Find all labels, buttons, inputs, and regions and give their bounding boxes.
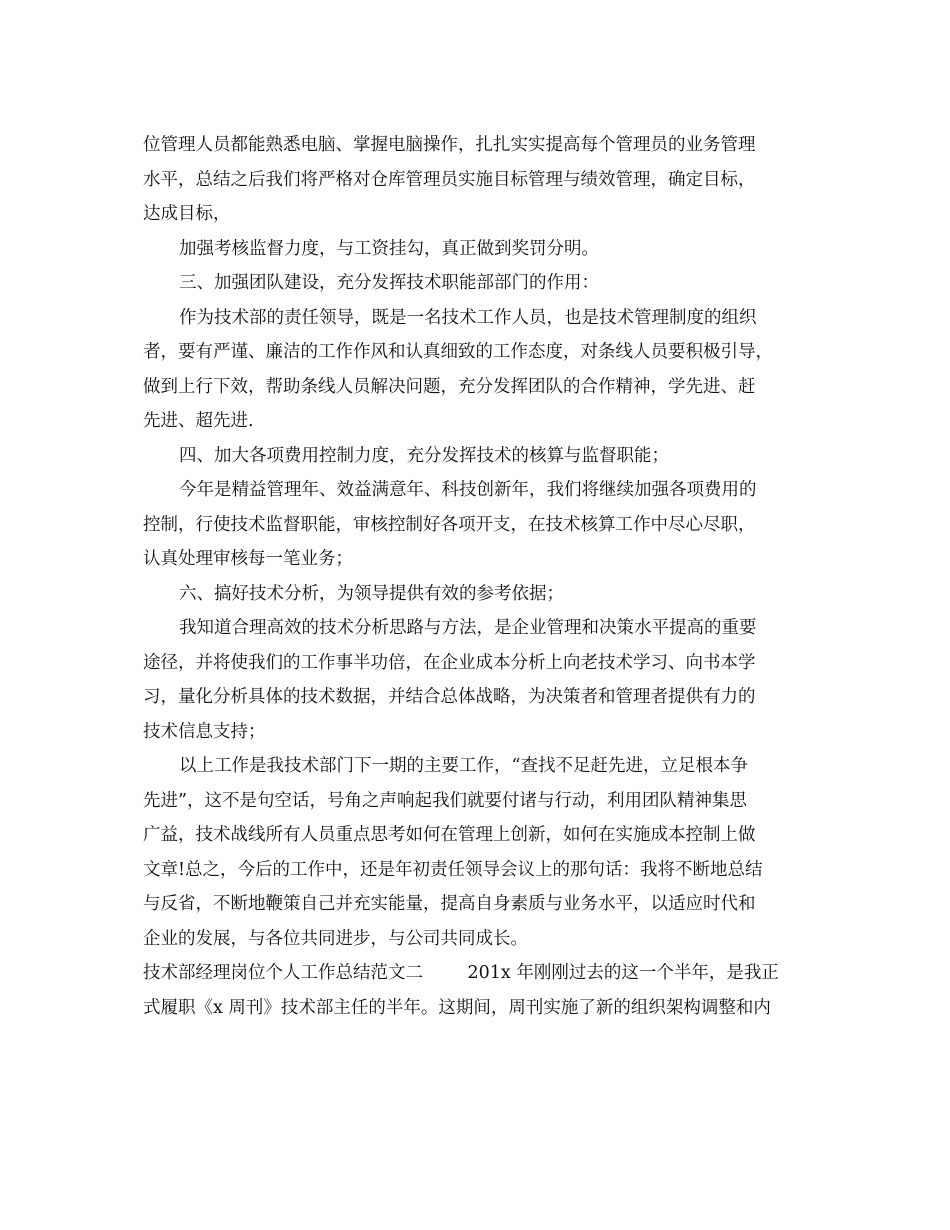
body-line: 技术部经理岗位个人工作总结范文二 201x 年刚刚过去的这一个半年，是我正: [143, 963, 779, 983]
body-line: 与反省，不断地鞭策自己并充实能量，提高自身素质与业务水平，以适应时代和: [143, 894, 756, 914]
body-line: 企业的发展，与各位共同进步，与公司共同成长。: [143, 928, 528, 949]
body-line: 达成目标，: [143, 204, 231, 224]
body-line: 控制，行使技术监督职能，审核控制好各项开支，在技术核算工作中尽心尽职，: [143, 514, 756, 535]
body-line: 认真处理审核每一笔业务；: [143, 549, 353, 569]
body-line: 文章!总之，今后的工作中，还是年初责任领导会议上的那句话：我将不断地总结: [143, 859, 763, 880]
body-line: 途径，并将使我们的工作事半功倍，在企业成本分析上向老技术学习、向书本学: [143, 652, 756, 673]
body-line: 位管理人员都能熟悉电脑、掌握电脑操作，扎扎实实提高每个管理员的业务管理: [143, 135, 756, 155]
body-line: 做到上行下效，帮助条线人员解决问题，充分发挥团队的合作精神，学先进、赶: [143, 376, 756, 397]
section-heading: 四、加大各项费用控制力度，充分发挥技术的核算与监督职能；: [179, 445, 669, 466]
document-body: [143, 128, 807, 1025]
section-heading: 三、加强团队建设，充分发挥技术职能部部门的作用：: [179, 273, 599, 293]
body-line: 先进、超先进.: [143, 411, 254, 431]
body-line: 今年是精益管理年、效益满意年、科技创新年，我们将继续加强各项费用的: [179, 480, 757, 500]
body-line: 技术信息支持；: [143, 721, 266, 742]
body-line: 以上工作是我技术部门下一期的主要工作，“查找不足赶先进，立足根本争: [179, 756, 748, 776]
body-line: 式履职《x 周刊》技术部主任的半年。这期间，周刊实施了新的组织架构调整和内: [143, 997, 771, 1018]
body-line: 广益，技术战线所有人员重点思考如何在管理上创新，如何在实施成本控制上做: [143, 825, 756, 845]
body-line: 水平，总结之后我们将严格对仓库管理员实施目标管理与绩效管理，确定目标，: [143, 169, 756, 190]
body-line: 作为技术部的责任领导，既是一名技术工作人员，也是技术管理制度的组织: [179, 307, 757, 328]
body-line: 习，量化分析具体的技术数据，并结合总体战略，为决策者和管理者提供有力的: [143, 687, 756, 707]
section-heading: 六、搞好技术分析，为领导提供有效的参考依据；: [179, 583, 564, 604]
body-line: 先进”，这不是句空话，号角之声响起我们就要付诸与行动，利用团队精神集思: [143, 790, 747, 811]
body-line: 加强考核监督力度，与工资挂勾，真正做到奖罚分明。: [179, 238, 599, 259]
body-line: 者，要有严谨、廉洁的工作作风和认真细致的工作态度，对条线人员要积极引导，: [143, 342, 773, 362]
body-line: 我知道合理高效的技术分析思路与方法，是企业管理和决策水平提高的重要: [179, 618, 757, 638]
